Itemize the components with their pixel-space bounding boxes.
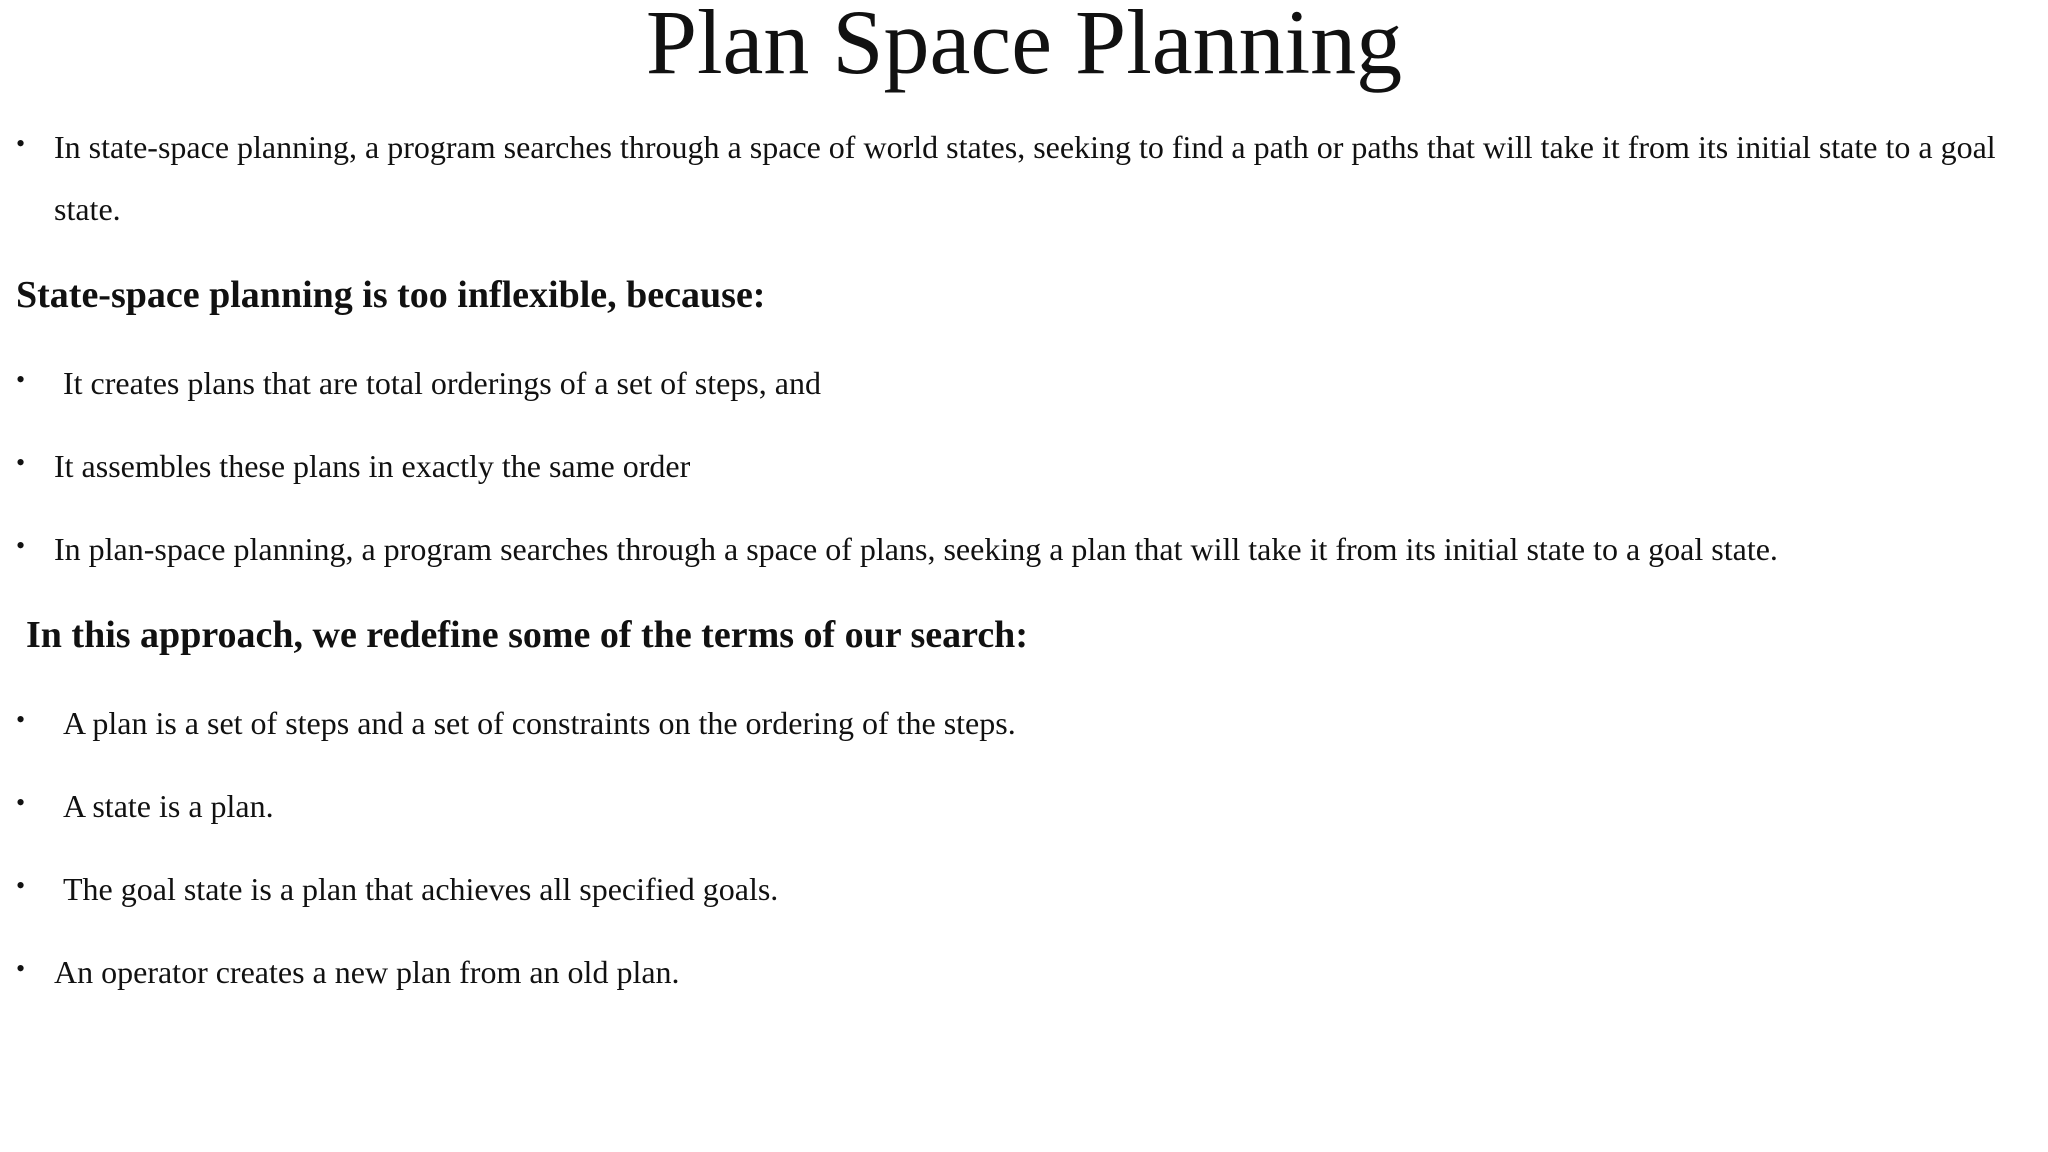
list-item	[16, 352, 2036, 414]
list-item	[16, 518, 2036, 580]
bullet-icon: •	[16, 129, 26, 158]
list-item	[16, 775, 2036, 837]
slide-title: Plan Space Planning	[645, 0, 1403, 93]
bullet-icon: •	[16, 788, 26, 817]
list-item	[16, 941, 2036, 1003]
bullet-icon: •	[16, 705, 26, 734]
bullet-icon: •	[16, 365, 26, 394]
list-item-text: A plan is a set of steps and a set of constraints on the ordering of the steps.	[63, 705, 1016, 741]
list-item-text: It assembles these plans in exactly the same order	[54, 448, 691, 484]
list-item	[16, 858, 2036, 920]
list-item	[16, 692, 2036, 754]
section-heading-inflexible: State-space planning is too inflexible, because:	[16, 274, 766, 316]
list-item-text: The goal state is a plan that achieves all specified goals.	[63, 871, 779, 907]
bullet-icon: •	[16, 448, 26, 477]
section-heading-approach: In this approach, we redefine some of the terms of our search:	[26, 614, 1028, 656]
bullet-icon: •	[16, 871, 26, 900]
list-item-text: In plan-space planning, a program searches through a space of plans, seeking a plan that will take it from its initial state to a goal state.	[54, 531, 1778, 567]
intro-bullet-text: In state-space planning, a program searches through a space of world states, seeking to find a path or paths that will take it from its initial state to a goal state.	[54, 129, 1996, 227]
list-item-text: A state is a plan.	[63, 788, 274, 824]
list-item-text: It creates plans that are total orderings of a set of steps, and	[63, 365, 821, 401]
bullet-icon: •	[16, 954, 26, 983]
intro-bullet	[16, 116, 2036, 240]
bullet-icon: •	[16, 531, 26, 560]
list-item-text: An operator creates a new plan from an old plan.	[54, 954, 680, 990]
list-item	[16, 435, 2036, 497]
